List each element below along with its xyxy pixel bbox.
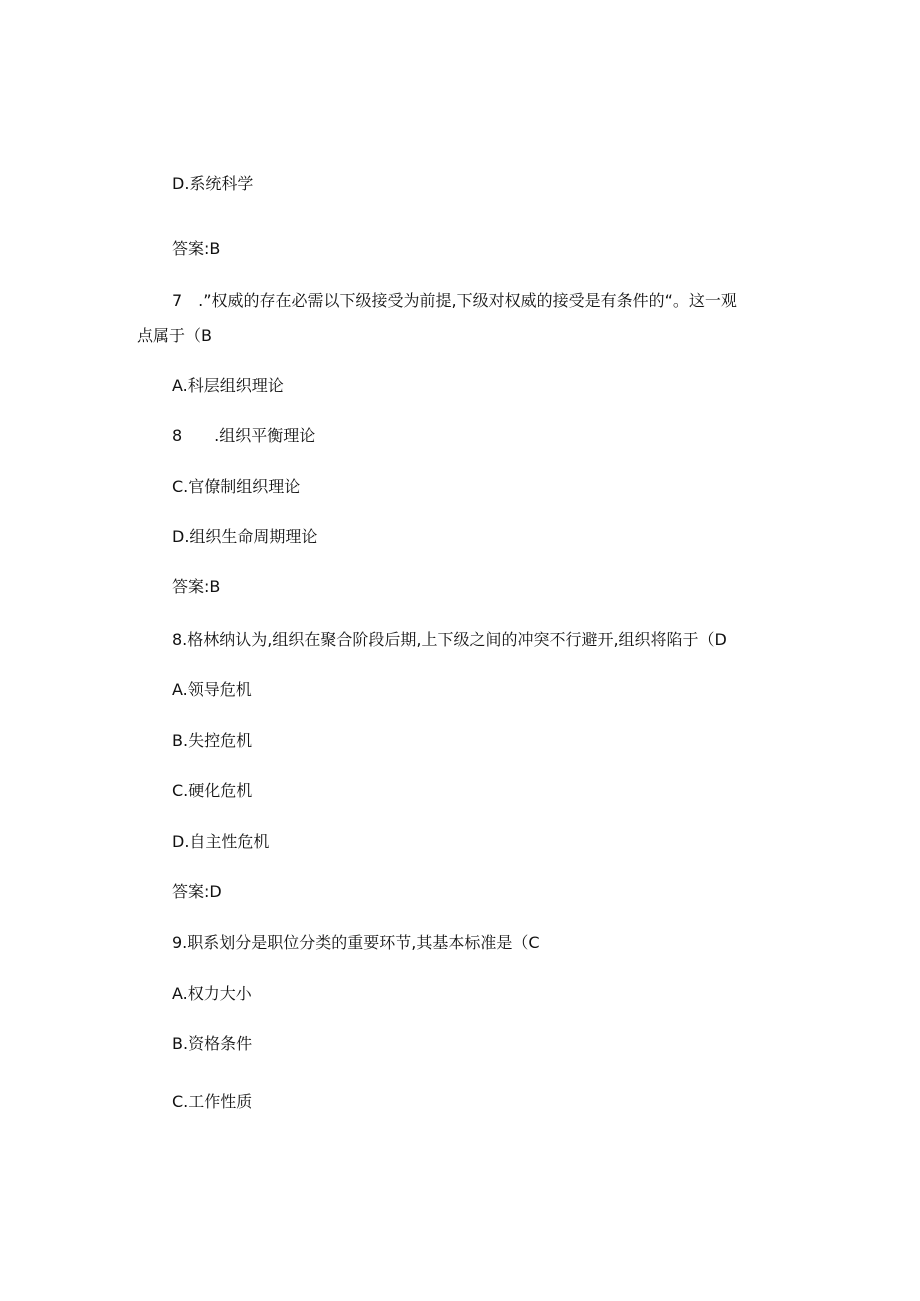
question-8-option-d: D.自主性危机 [172,832,270,851]
question-9-option-b: B.资格条件 [172,1034,253,1053]
question-7-option-d: D.组织生命周期理论 [172,527,318,546]
question-9-option-a: A.权力大小 [172,984,252,1003]
question-7-option-b: 8 .组织平衡理论 [172,426,316,445]
question-9: 9.职系划分是职位分类的重要环节,其基本标准是（C [172,933,540,952]
answer-6: 答案:B [172,239,221,258]
question-9-option-c: C.工作性质 [172,1092,253,1111]
question-8-option-b: B.失控危机 [172,731,253,750]
question-8-option-c: C.硬化危机 [172,781,253,800]
question-7-option-c: C.官僚制组织理论 [172,477,301,496]
question-8-option-a: A.领导危机 [172,680,252,699]
question-7-option-a: A.科层组织理论 [172,376,284,395]
question-8: 8.格林纳认为,组织在聚合阶段后期,上下级之间的冲突不行避开,组织将陷于（D [172,630,727,649]
answer-7: 答案:B [172,577,221,596]
question-7-line-1: 7 .”权威的存在必需以下级接受为前提,下级对权威的接受是有条件的“。这一观 [172,291,737,310]
option-d-systems-science: D.系统科学 [172,174,254,193]
answer-8: 答案:D [172,882,222,901]
question-7-line-2: 点属于（B [137,326,212,345]
